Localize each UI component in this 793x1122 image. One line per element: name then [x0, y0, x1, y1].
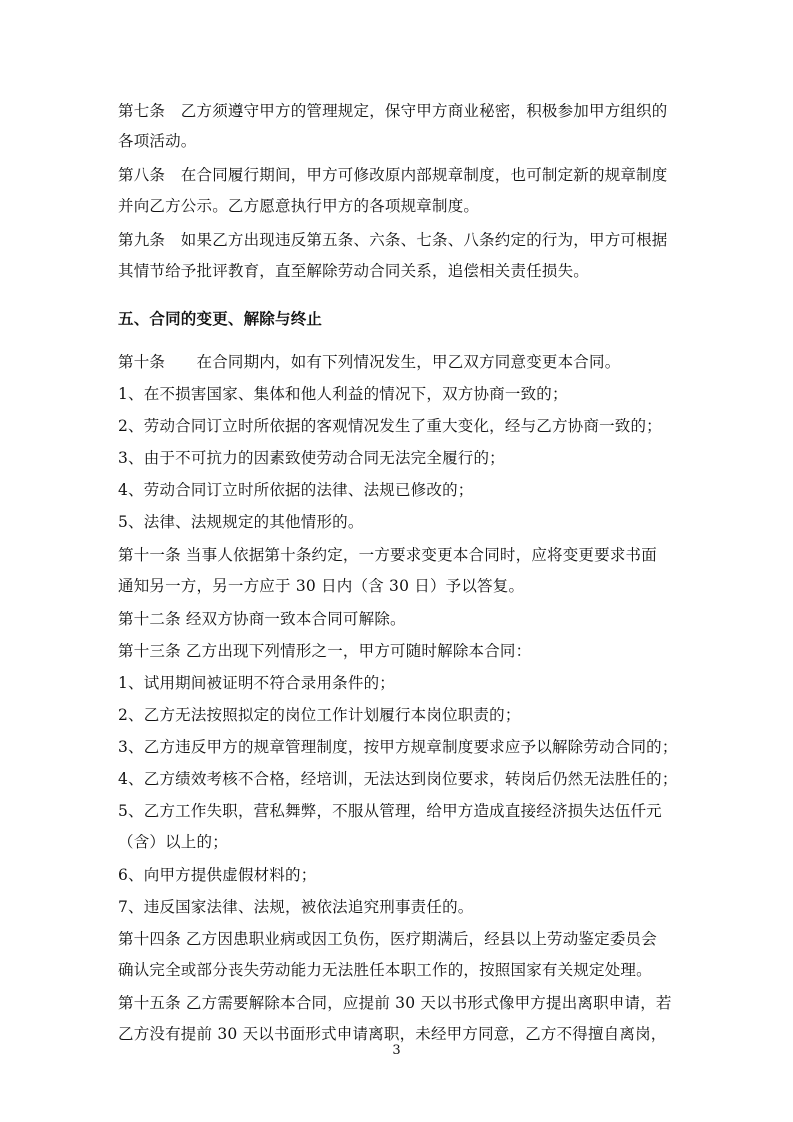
article-13-line: 第十三条 乙方出现下列情形之一，甲方可随时解除本合同： — [118, 642, 532, 660]
page-number: 3 — [392, 1043, 401, 1058]
article-12-line: 第十二条 经双方协商一致本合同可解除。 — [118, 610, 406, 628]
article-15-line-1: 第十五条 乙方需要解除本合同，应提前 30 天以书形式像甲方提出离职申请，若 — [118, 994, 672, 1012]
article-11-line-1: 第十一条 当事人依据第十条约定，一方要求变更本合同时，应将变更要求书面 — [118, 546, 657, 564]
list-item: 6、向甲方提供虚假材料的； — [118, 866, 317, 884]
list-item: 4、乙方绩效考核不合格，经培训，无法达到岗位要求，转岗后仍然无法胜任的； — [118, 770, 678, 788]
list-item: 2、乙方无法按照拟定的岗位工作计划履行本岗位职责的； — [118, 706, 521, 724]
list-item: 1、在不损害国家、集体和他人利益的情况下，双方协商一致的； — [118, 385, 568, 403]
article-14-line-1: 第十四条 乙方因患职业病或因工负伤，医疗期满后，经县以上劳动鉴定委员会 — [118, 930, 657, 948]
list-item: 7、违反国家法律、法规，被依法追究刑事责任的。 — [118, 898, 474, 916]
article-8-line-2: 并向乙方公示。乙方愿意执行甲方的各项规章制度。 — [118, 197, 480, 215]
list-item: 3、由于不可抗力的因素致使劳动合同无法完全履行的； — [118, 449, 505, 467]
article-10-line: 第十条 在合同期内，如有下列情况发生，甲乙双方同意变更本合同。 — [118, 353, 621, 371]
section-heading: 五、合同的变更、解除与终止 — [118, 310, 323, 328]
article-14-line-2: 确认完全或部分丧失劳动能力无法胜任本职工作的，按照国家有关规定处理。 — [118, 961, 652, 979]
list-item: 2、劳动合同订立时所依据的客观情况发生了重大变化，经与乙方协商一致的； — [118, 417, 662, 435]
article-7-line-1: 第七条 乙方须遵守甲方的管理规定，保守甲方商业秘密，积极参加甲方组织的 — [118, 102, 668, 120]
list-item-continuation: （含）以上的； — [118, 833, 228, 851]
list-item: 1、试用期间被证明不符合录用条件的； — [118, 674, 395, 692]
article-8-line-1: 第八条 在合同履行期间，甲方可修改原内部规章制度，也可制定新的规章制度 — [118, 166, 668, 184]
article-9-line-2: 其情节给予批评教育，直至解除劳动合同关系，追偿相关责任损失。 — [118, 262, 590, 280]
article-7-line-2: 各项活动。 — [118, 132, 197, 150]
article-11-line-2: 通知另一方，另一方应于 30 日内（含 30 日）予以答复。 — [118, 577, 525, 595]
list-item: 4、劳动合同订立时所依据的法律、法规已修改的； — [118, 481, 474, 499]
list-item: 5、乙方工作失职，营私舞弊，不服从管理，给甲方造成直接经济损失达伍仟元 — [118, 802, 662, 820]
list-item: 3、乙方违反甲方的规章管理制度，按甲方规章制度要求应予以解除劳动合同的； — [118, 738, 678, 756]
list-item: 5、法律、法规规定的其他情形的。 — [118, 513, 364, 531]
article-15-line-2: 乙方没有提前 30 天以书面形式申请离职，未经甲方同意，乙方不得擅自离岗， — [118, 1025, 667, 1043]
article-9-line-1: 第九条 如果乙方出现违反第五条、六条、七条、八条约定的行为，甲方可根据 — [118, 231, 668, 249]
